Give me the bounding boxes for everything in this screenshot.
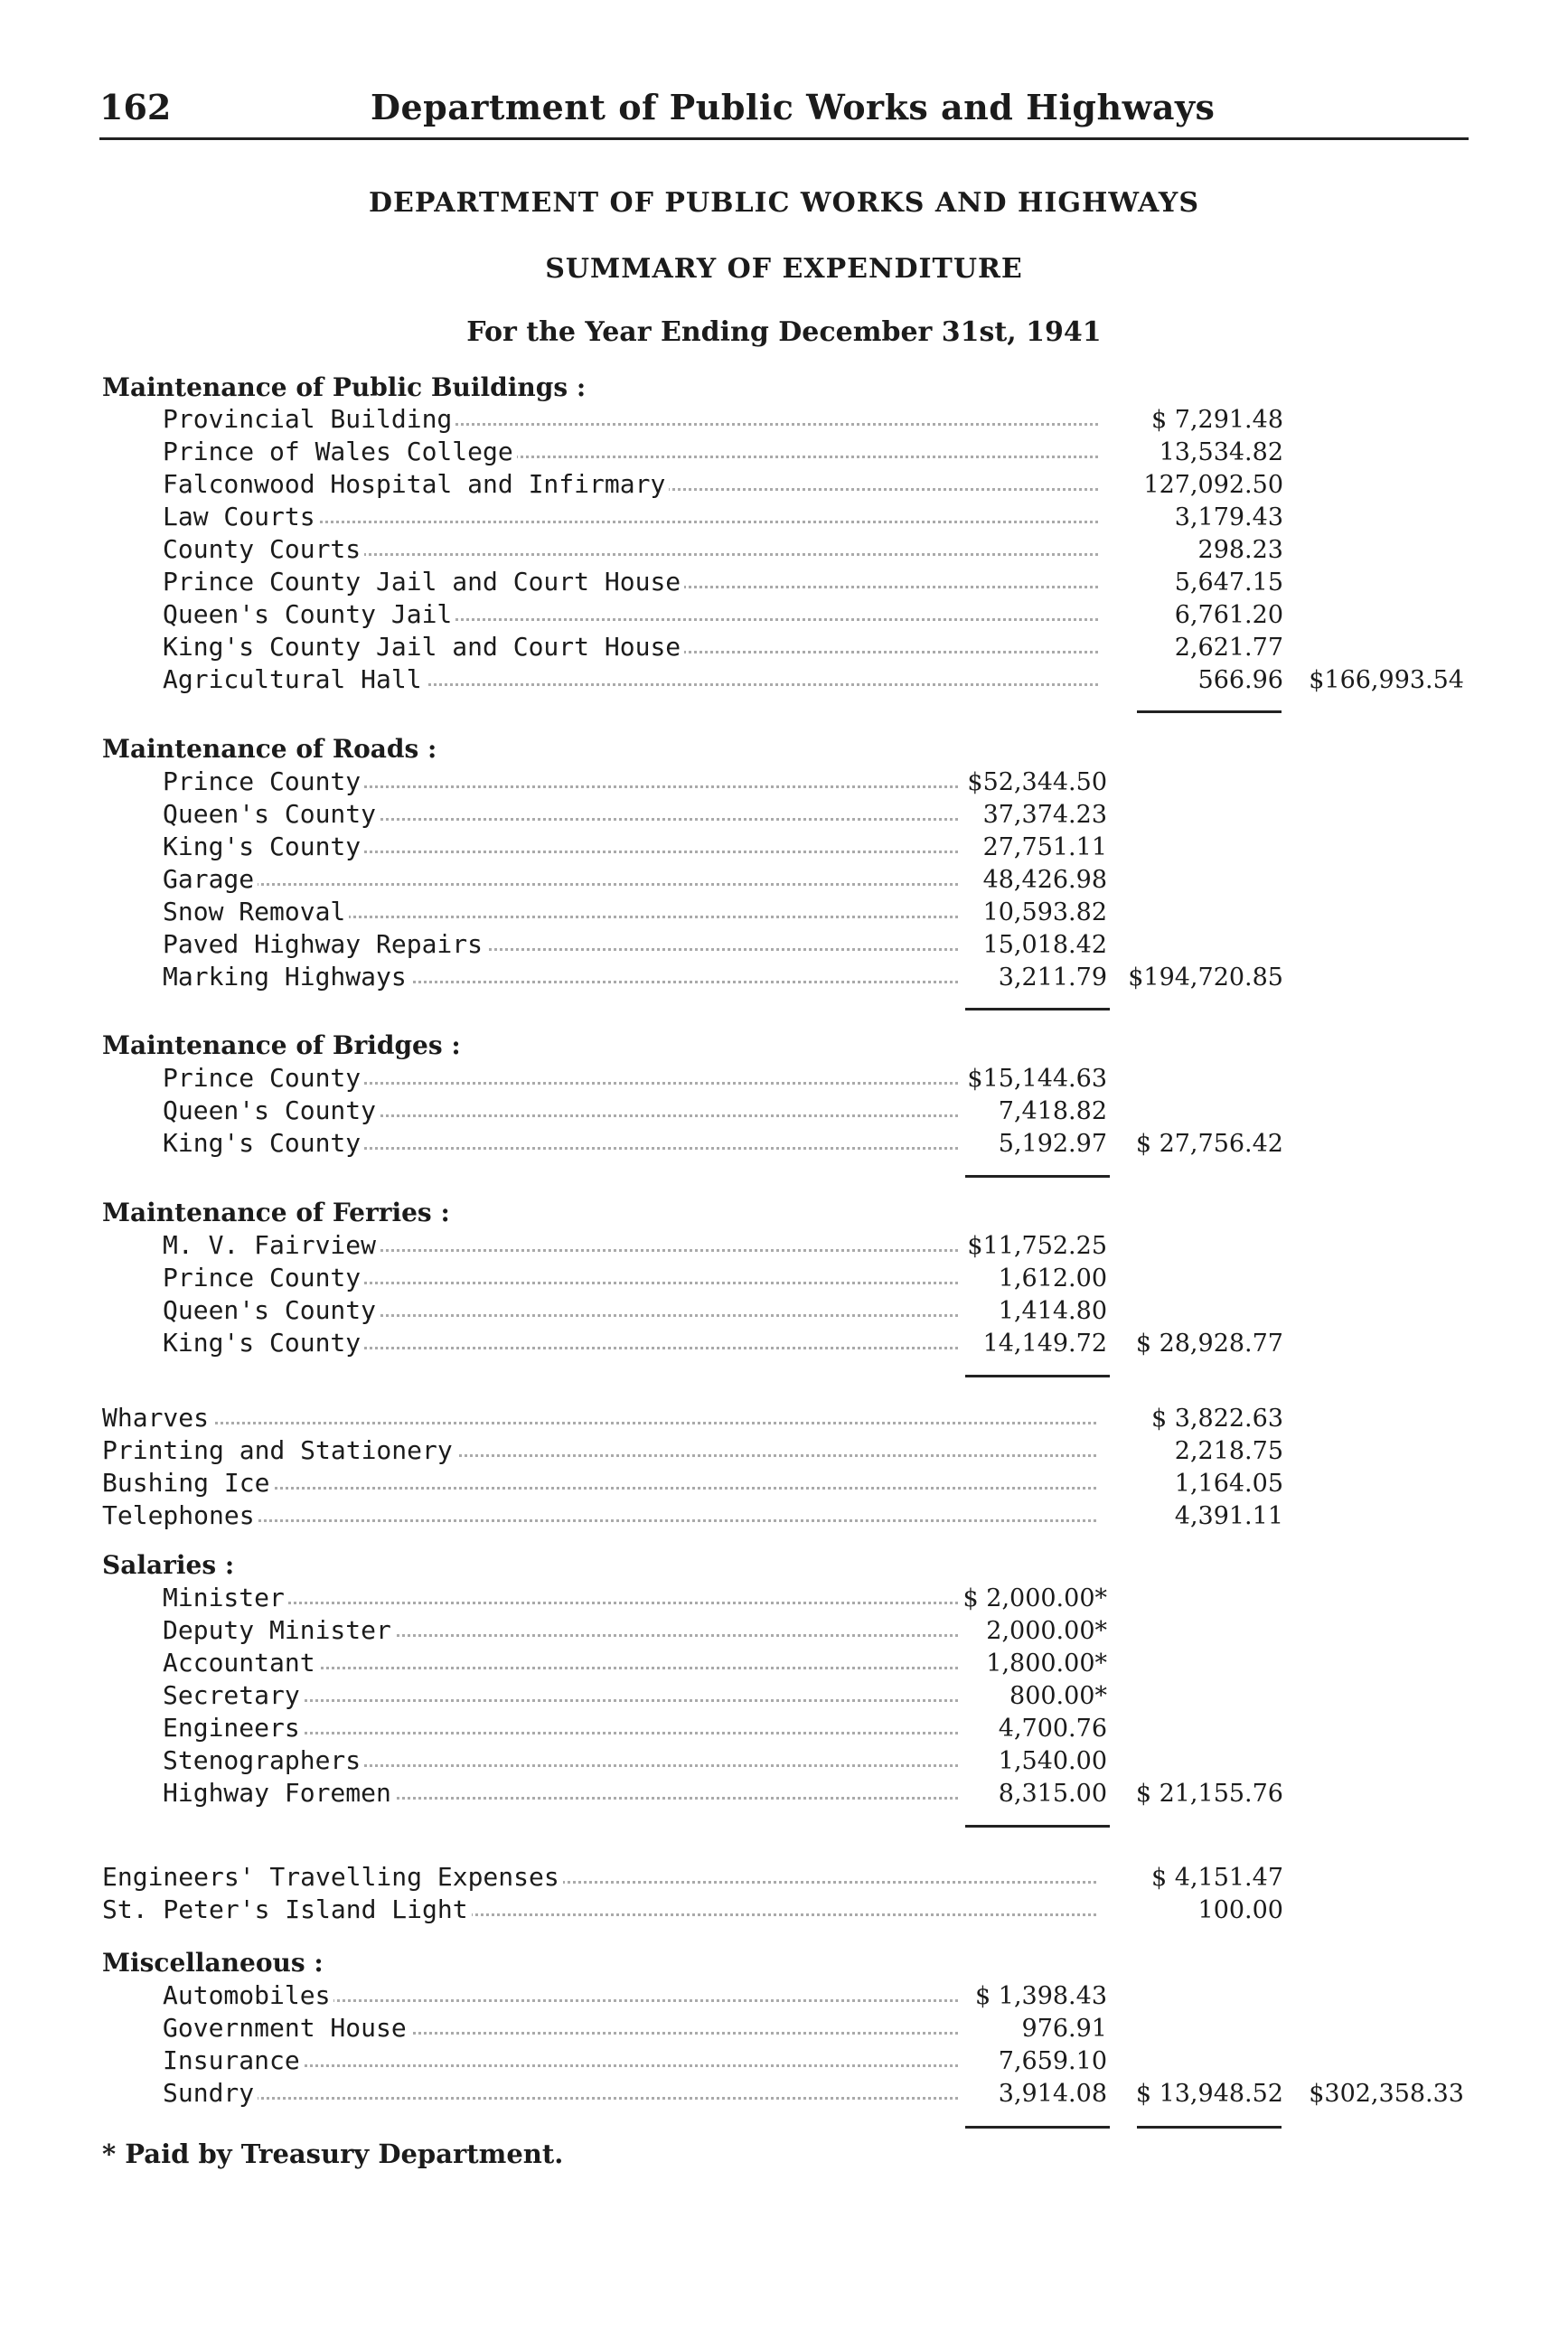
row-label: Agricultural Hall bbox=[163, 664, 426, 694]
row-amount: 127,092.50 bbox=[1143, 471, 1283, 499]
table-row bbox=[0, 1230, 1568, 1263]
row-label: Stenographers bbox=[163, 1745, 364, 1775]
table-row bbox=[0, 1403, 1568, 1435]
misc-heading: Miscellaneous : bbox=[102, 1948, 324, 1978]
row-label: Highway Foremen bbox=[163, 1778, 395, 1808]
table-row bbox=[0, 632, 1568, 664]
table-row bbox=[0, 864, 1568, 897]
row-label: Engineers bbox=[163, 1713, 304, 1743]
row-label: Government House bbox=[163, 2013, 410, 2043]
row-label: Prince County bbox=[163, 1263, 364, 1292]
section-total: $ 21,155.76 bbox=[1135, 1780, 1283, 1808]
table-row bbox=[0, 2013, 1568, 2045]
section-total: $ 13,948.52 bbox=[1135, 2080, 1283, 2108]
row-amount: $ 3,822.63 bbox=[1151, 1405, 1283, 1433]
roads-heading: Maintenance of Roads : bbox=[102, 734, 437, 764]
row-label: Queen's County bbox=[163, 1295, 380, 1325]
row-label: Deputy Minister bbox=[163, 1615, 395, 1645]
row-label: County Courts bbox=[163, 534, 364, 564]
row-label: Accountant bbox=[163, 1648, 319, 1678]
row-amount: 2,218.75 bbox=[1174, 1437, 1283, 1465]
row-amount: 7,659.10 bbox=[998, 2047, 1107, 2075]
table-row bbox=[0, 1500, 1568, 1533]
header-rule bbox=[99, 137, 1469, 140]
table-row bbox=[0, 2078, 1568, 2110]
row-label: Prince County bbox=[163, 1063, 364, 1093]
total-rule bbox=[1137, 710, 1282, 713]
row-amount: 2,000.00* bbox=[986, 1617, 1107, 1645]
row-amount: 298.23 bbox=[1197, 536, 1283, 564]
row-label: Prince County bbox=[163, 766, 364, 796]
row-amount: 15,018.42 bbox=[982, 931, 1107, 959]
table-row bbox=[0, 567, 1568, 599]
row-amount: 10,593.82 bbox=[982, 898, 1107, 926]
row-amount: 800.00* bbox=[1009, 1682, 1107, 1710]
table-row bbox=[0, 766, 1568, 799]
table-row bbox=[0, 1263, 1568, 1295]
row-amount: 4,391.11 bbox=[1174, 1502, 1283, 1530]
row-amount: $11,752.25 bbox=[967, 1232, 1107, 1260]
row-label: Engineers' Travelling Expenses bbox=[102, 1862, 563, 1892]
row-amount: 37,374.23 bbox=[982, 801, 1107, 829]
row-amount: 976.91 bbox=[1021, 2015, 1107, 2043]
table-row bbox=[0, 1435, 1568, 1468]
row-label: St. Peter's Island Light bbox=[102, 1894, 472, 1924]
table-row bbox=[0, 1648, 1568, 1680]
table-row bbox=[0, 1778, 1568, 1810]
table-row bbox=[0, 1713, 1568, 1745]
table-row bbox=[0, 832, 1568, 864]
row-label: Bushing Ice bbox=[102, 1468, 273, 1498]
salaries-heading: Salaries : bbox=[102, 1550, 235, 1580]
section-total: $194,720.85 bbox=[1128, 964, 1283, 992]
section-total: $ 27,756.42 bbox=[1135, 1130, 1283, 1158]
row-amount: 1,414.80 bbox=[998, 1297, 1107, 1325]
row-amount: 4,700.76 bbox=[998, 1715, 1107, 1743]
row-amount: 100.00 bbox=[1197, 1896, 1283, 1924]
table-row bbox=[0, 502, 1568, 534]
table-row bbox=[0, 469, 1568, 502]
grand-total: $302,358.33 bbox=[1309, 2080, 1464, 2108]
buildings-heading: Maintenance of Public Buildings : bbox=[102, 372, 587, 402]
page-number: 162 bbox=[99, 87, 172, 127]
table-row bbox=[0, 1328, 1568, 1360]
table-row bbox=[0, 897, 1568, 929]
footnote: * Paid by Treasury Department. bbox=[102, 2138, 564, 2169]
subtotal-rule bbox=[965, 1175, 1110, 1178]
row-amount: 3,211.79 bbox=[998, 964, 1107, 992]
table-row bbox=[0, 437, 1568, 469]
row-label: Automobiles bbox=[163, 1980, 333, 2010]
section-total: $ 28,928.77 bbox=[1135, 1330, 1283, 1358]
row-label: Queen's County Jail bbox=[163, 599, 455, 629]
row-label: Marking Highways bbox=[163, 962, 410, 992]
row-label: Wharves bbox=[102, 1403, 212, 1433]
table-row bbox=[0, 404, 1568, 437]
table-row bbox=[0, 534, 1568, 567]
table-row bbox=[0, 1680, 1568, 1713]
row-label: Insurance bbox=[163, 2045, 304, 2075]
table-row bbox=[0, 1295, 1568, 1328]
row-label: Telephones bbox=[102, 1500, 258, 1530]
table-row bbox=[0, 1468, 1568, 1500]
subtotal-rule bbox=[965, 1008, 1110, 1010]
table-row bbox=[0, 1745, 1568, 1778]
row-label: Minister bbox=[163, 1583, 288, 1612]
row-amount: 3,179.43 bbox=[1174, 503, 1283, 531]
row-label: Printing and Stationery bbox=[102, 1435, 456, 1465]
row-amount: 5,192.97 bbox=[998, 1130, 1107, 1158]
row-label: King's County bbox=[163, 832, 364, 861]
table-row bbox=[0, 599, 1568, 632]
row-label: Snow Removal bbox=[163, 897, 349, 926]
row-label: Prince of Wales College bbox=[163, 437, 517, 466]
row-amount: 3,914.08 bbox=[998, 2080, 1107, 2108]
row-label: Paved Highway Repairs bbox=[163, 929, 486, 959]
table-row bbox=[0, 929, 1568, 962]
row-label: Provincial Building bbox=[163, 404, 455, 434]
section-total: $166,993.54 bbox=[1309, 666, 1464, 694]
table-row bbox=[0, 1615, 1568, 1648]
row-amount: 7,418.82 bbox=[998, 1097, 1107, 1125]
row-amount: $ 4,151.47 bbox=[1151, 1864, 1283, 1892]
row-amount: $ 7,291.48 bbox=[1151, 406, 1283, 434]
row-amount: 1,164.05 bbox=[1174, 1470, 1283, 1498]
subtotal-rule bbox=[965, 2126, 1110, 2129]
row-amount: 1,800.00* bbox=[986, 1650, 1107, 1678]
table-row bbox=[0, 962, 1568, 994]
row-amount: 8,315.00 bbox=[998, 1780, 1107, 1808]
row-label: Law Courts bbox=[163, 502, 319, 531]
row-label: M. V. Fairview bbox=[163, 1230, 380, 1260]
row-amount: $ 1,398.43 bbox=[975, 1982, 1107, 2010]
row-amount: 5,647.15 bbox=[1174, 569, 1283, 597]
summary-title: SUMMARY OF EXPENDITURE bbox=[545, 253, 1023, 285]
subtotal-rule bbox=[965, 1375, 1110, 1377]
row-amount: 1,612.00 bbox=[998, 1264, 1107, 1292]
row-label: Queen's County bbox=[163, 799, 380, 829]
row-amount: 48,426.98 bbox=[982, 866, 1107, 894]
row-label: King's County bbox=[163, 1328, 364, 1358]
department-title: DEPARTMENT OF PUBLIC WORKS AND HIGHWAYS bbox=[368, 187, 1199, 219]
table-row bbox=[0, 1063, 1568, 1095]
row-label: Garage bbox=[163, 864, 258, 894]
row-amount: 1,540.00 bbox=[998, 1747, 1107, 1775]
table-row bbox=[0, 1095, 1568, 1128]
row-amount: 6,761.20 bbox=[1174, 601, 1283, 629]
row-amount: $ 2,000.00* bbox=[962, 1584, 1107, 1612]
bridges-heading: Maintenance of Bridges : bbox=[102, 1030, 461, 1060]
table-row bbox=[0, 2045, 1568, 2078]
row-label: Falconwood Hospital and Infirmary bbox=[163, 469, 669, 499]
row-label: Sundry bbox=[163, 2078, 258, 2108]
subtotal-rule bbox=[965, 1825, 1110, 1828]
table-row bbox=[0, 664, 1568, 697]
table-row bbox=[0, 1894, 1568, 1927]
period-title: For the Year Ending December 31st, 1941 bbox=[466, 316, 1102, 348]
row-label: King's County bbox=[163, 1128, 364, 1158]
table-row bbox=[0, 1980, 1568, 2013]
ferries-heading: Maintenance of Ferries : bbox=[102, 1198, 450, 1227]
running-title: Department of Public Works and Highways bbox=[371, 87, 1216, 127]
row-amount: $52,344.50 bbox=[967, 768, 1107, 796]
row-label: Queen's County bbox=[163, 1095, 380, 1125]
table-row bbox=[0, 799, 1568, 832]
table-row bbox=[0, 1128, 1568, 1161]
row-amount: 14,149.72 bbox=[982, 1330, 1107, 1358]
table-row bbox=[0, 1583, 1568, 1615]
row-amount: $15,144.63 bbox=[967, 1065, 1107, 1093]
page-header bbox=[99, 83, 1469, 139]
row-amount: 13,534.82 bbox=[1159, 438, 1283, 466]
row-amount: 566.96 bbox=[1197, 666, 1283, 694]
row-label: Prince County Jail and Court House bbox=[163, 567, 684, 597]
row-label: King's County Jail and Court House bbox=[163, 632, 684, 662]
row-label: Secretary bbox=[163, 1680, 304, 1710]
row-amount: 27,751.11 bbox=[982, 833, 1107, 861]
row-amount: 2,621.77 bbox=[1174, 634, 1283, 662]
table-row bbox=[0, 1862, 1568, 1894]
total-rule bbox=[1137, 2126, 1282, 2129]
